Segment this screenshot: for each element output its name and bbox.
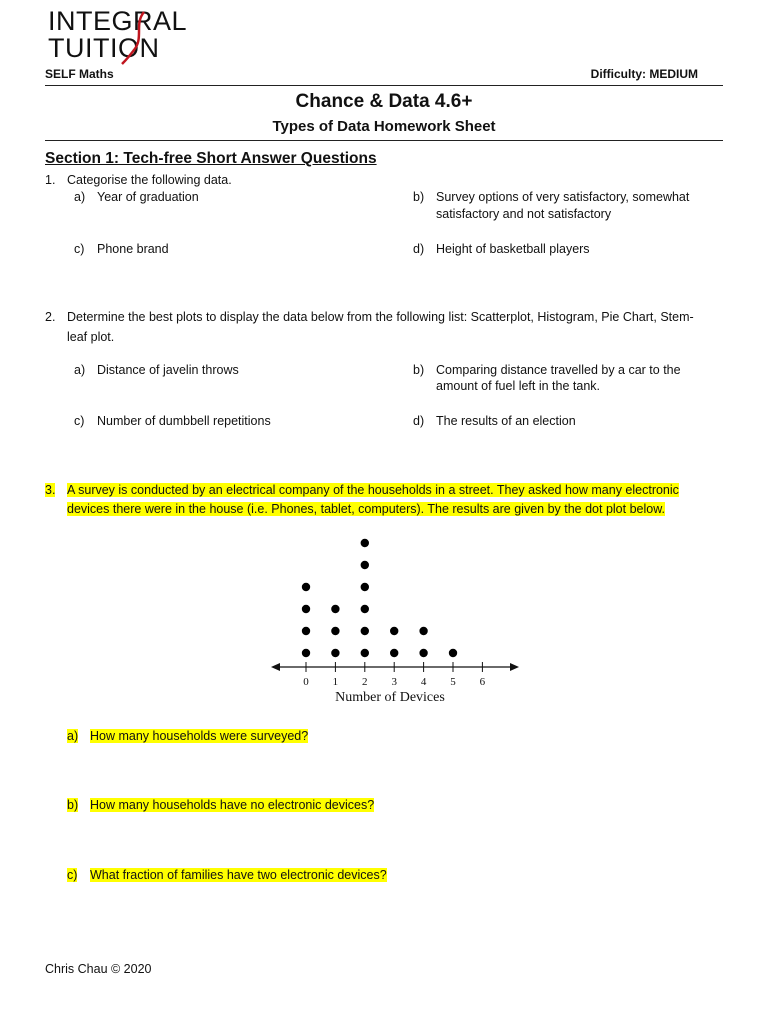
q3-text-cont: devices there were in the house (i.e. Phones, tablet, computers). The results are given by the dot plot below. [67, 502, 666, 516]
data-dot [302, 583, 310, 591]
q3b-label: b) [67, 798, 79, 812]
q2-text-cont: leaf plot. [67, 330, 115, 344]
q2-number: 2. [45, 310, 56, 324]
q1a-text: Year of graduation [97, 190, 199, 204]
title-rule [45, 140, 723, 141]
logo-line-2: TUITION [48, 33, 160, 63]
q2b-text: Comparing distance travelled by a car to the [436, 363, 681, 377]
axis-left-arrow-icon [271, 663, 280, 671]
q1d-label: d) [413, 242, 425, 256]
q2b-label: b) [413, 363, 425, 377]
dot-plot-chart [265, 528, 525, 708]
q2a-label: a) [74, 363, 86, 377]
data-dot [390, 627, 398, 635]
section-heading: Section 1: Tech-free Short Answer Questions [45, 150, 377, 167]
q1a-label: a) [74, 190, 86, 204]
data-dot [361, 561, 369, 569]
data-dot [361, 627, 369, 635]
q2-text: Determine the best plots to display the data below from the following list: Scatterplot, Histogram, Pie Chart, Stem- [67, 310, 694, 324]
axis-right-arrow-icon [510, 663, 519, 671]
q3b-text: How many households have no electronic devices? [90, 798, 375, 812]
q2c-label: c) [74, 414, 85, 428]
q1c-label: c) [74, 242, 85, 256]
q3c-label: c) [67, 868, 78, 882]
q3c-text: What fraction of families have two electronic devices? [90, 868, 387, 882]
q2d-label: d) [413, 414, 425, 428]
q2c-text: Number of dumbbell repetitions [97, 414, 271, 428]
x-tick-label: 5 [450, 676, 456, 688]
data-dot [361, 605, 369, 613]
data-dot [361, 539, 369, 547]
x-tick-label: 6 [479, 676, 486, 688]
q1b-label: b) [413, 190, 425, 204]
q1b-text-cont: satisfactory and not satisfactory [436, 207, 612, 221]
data-dot [361, 649, 369, 657]
header-rule [45, 85, 723, 86]
data-dot [331, 627, 339, 635]
data-dot [419, 649, 427, 657]
x-tick-label: 4 [420, 676, 427, 688]
data-dot [302, 627, 310, 635]
data-dot [331, 649, 339, 657]
x-axis-label: Number of Devices [335, 690, 445, 705]
data-dot [361, 583, 369, 591]
data-dot [390, 649, 398, 657]
q2b-text-cont: amount of fuel left in the tank. [436, 379, 600, 393]
x-tick-label: 1 [332, 676, 339, 688]
q3-text: A survey is conducted by an electrical company of the households in a street. They asked how many electronic [67, 483, 679, 497]
q3-number: 3. [45, 483, 56, 497]
q2a-text: Distance of javelin throws [97, 363, 239, 377]
header-self-maths: SELF Maths [45, 67, 114, 81]
q1c-text: Phone brand [97, 242, 169, 256]
data-dot [449, 649, 457, 657]
logo-line-1: INTEGRAL [48, 6, 188, 36]
data-dot [302, 649, 310, 657]
data-dot [302, 605, 310, 613]
page-subtitle: Types of Data Homework Sheet [272, 118, 496, 135]
logo-swoosh-icon [118, 8, 158, 66]
header-difficulty: Difficulty: MEDIUM [590, 67, 698, 81]
q1-text: Categorise the following data. [67, 173, 232, 187]
q1b-text: Survey options of very satisfactory, somewhat [436, 190, 690, 204]
q3a-text: How many households were surveyed? [90, 729, 309, 743]
page-title: Chance & Data 4.6+ [295, 91, 473, 112]
x-tick-label: 0 [303, 676, 309, 688]
q1d-text: Height of basketball players [436, 242, 590, 256]
x-tick-label: 2 [362, 676, 368, 688]
q2d-text: The results of an election [436, 414, 576, 428]
data-dot [331, 605, 339, 613]
x-tick-label: 3 [391, 676, 397, 688]
footer-copyright: Chris Chau © 2020 [45, 962, 152, 976]
q1-number: 1. [45, 173, 56, 187]
q3a-label: a) [67, 729, 79, 743]
data-dot [419, 627, 427, 635]
